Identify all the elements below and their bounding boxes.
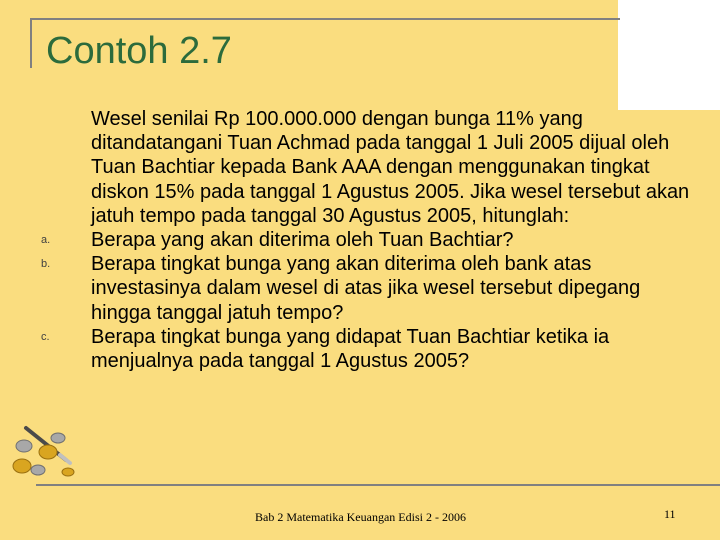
- question-marker-c: c.: [41, 330, 50, 343]
- question-marker-a: a.: [41, 234, 51, 247]
- page-number: 11: [664, 507, 676, 521]
- corner-white-box: [618, 0, 720, 110]
- question-item-a: [41, 228, 691, 252]
- slide-title: Contoh 2.7: [46, 30, 232, 72]
- slide-body: [41, 107, 691, 373]
- footer-text: Bab 2 Matematika Keuangan Edisi 2 - 2006: [255, 510, 466, 524]
- question-marker-b: b.: [41, 258, 51, 271]
- footer-divider: [36, 484, 720, 486]
- question-item-b: [41, 252, 691, 325]
- problem-statement: Wesel senilai Rp 100.000.000 dengan bunga 11% yang ditandatangani Tuan Achmad pada tanggal 1 Juli 2005 dijual oleh Tuan Bachtiar kepada Bank AAA dengan menggunakan tingkat diskon 15% pada tanggal 1 Agustus 2005. Jika wesel tersebut akan jatuh tempo pada tanggal 30 Agustus 2005, hitunglah:: [91, 108, 690, 227]
- question-text-c: Berapa tingkat bunga yang didapat Tuan Bachtiar ketika ia menjualnya pada tanggal 1 Agustus 2005?: [91, 325, 610, 373]
- coins-pen-clipart-icon: [8, 420, 80, 480]
- question-text-a: Berapa yang akan diterima oleh Tuan Bachtiar?: [91, 229, 514, 252]
- question-text-b: Berapa tingkat bunga yang akan diterima oleh bank atas investasinya dalam wesel di atas jika wesel tersebut dipegang hingga tanggal jatuh tempo?: [91, 253, 641, 324]
- question-list: [41, 228, 691, 373]
- question-item-c: [41, 325, 691, 373]
